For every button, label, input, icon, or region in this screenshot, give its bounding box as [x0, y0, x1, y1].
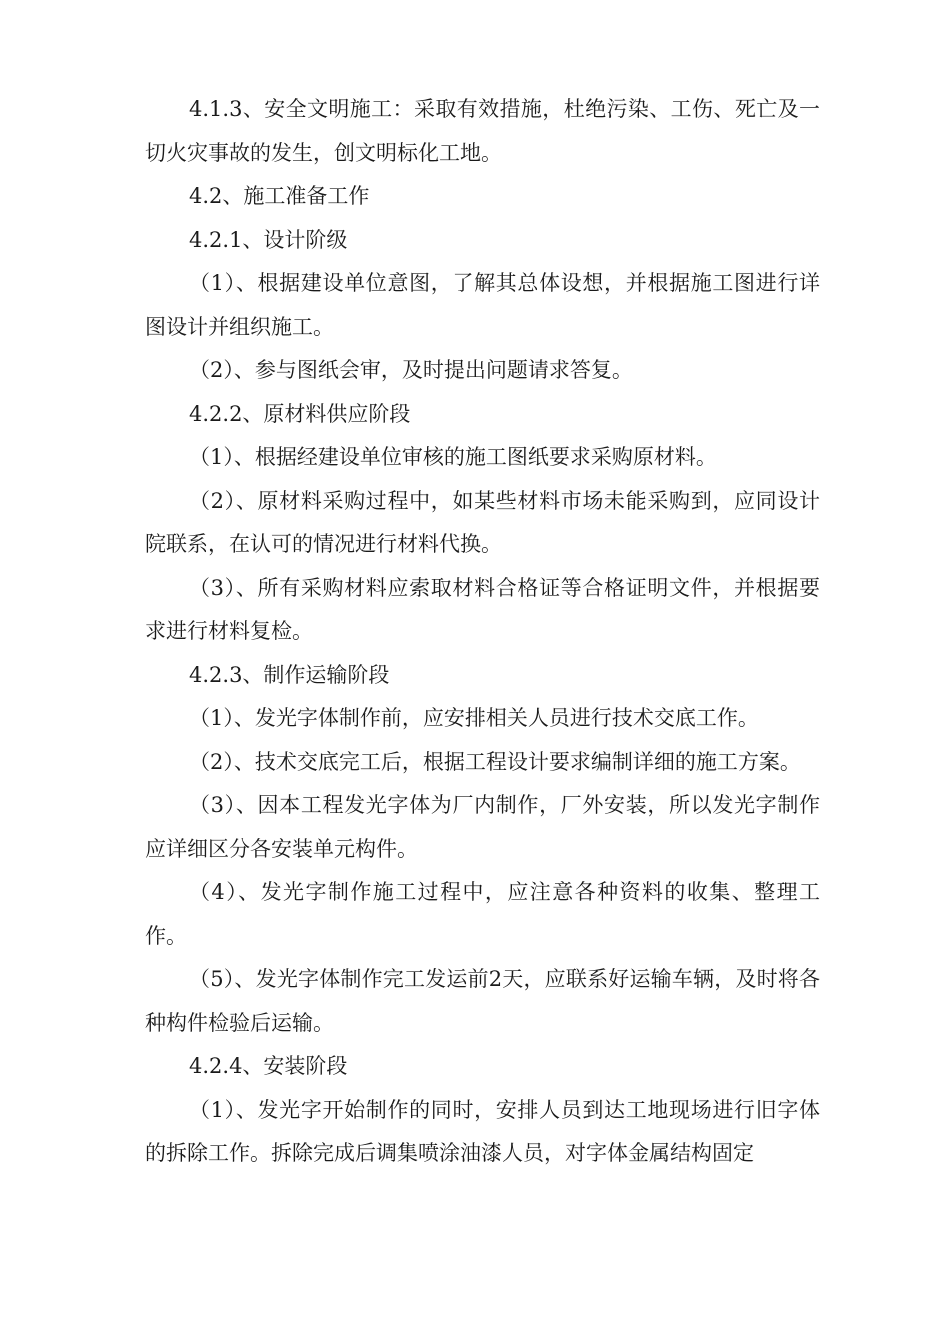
heading-4-2-3: 4.2.3、制作运输阶段: [189, 662, 390, 687]
list-item: （1）、发光字体制作前，应安排相关人员进行技术交底工作。: [189, 706, 759, 730]
heading-4-2-2: 4.2.2、原材料供应阶段: [189, 401, 411, 426]
heading-4-2-4: 4.2.4、安装阶段: [189, 1054, 348, 1078]
list-item: （4）、发光字制作施工过程中，应注意各种资料的收集、整理工作。: [145, 880, 820, 948]
list-item: （2）、原材料采购过程中，如某些材料市场未能采购到，应同设计院联系，在认可的情况进行材料代换。: [145, 488, 820, 556]
list-item: （1）、根据建设单位意图，了解其总体设想，并根据施工图进行详图设计并组织施工。: [145, 271, 820, 339]
list-item: （5）、发光字体制作完工发运前2天，应联系好运输车辆，及时将各种构件检验后运输。: [145, 967, 820, 1035]
heading-4-2: 4.2、施工准备工作: [189, 184, 370, 208]
list-item: （1）、根据经建设单位审核的施工图纸要求采购原材料。: [189, 445, 717, 469]
list-item: （2）、参与图纸会审，及时提出问题请求答复。: [189, 358, 633, 382]
paragraph-4-1-3: 4.1.3、安全文明施工：采取有效措施，杜绝污染、工伤、死亡及一切火灾事故的发生，创文明标化工地。: [145, 97, 820, 165]
list-item: （2）、技术交底完工后，根据工程设计要求编制详细的施工方案。: [189, 749, 801, 774]
document-body: [145, 88, 820, 1176]
list-item: （1）、发光字开始制作的同时，安排人员到达工地现场进行旧字体的拆除工作。拆除完成后调集喷涂油漆人员，对字体金属结构固定: [145, 1097, 820, 1165]
list-item: （3）、因本工程发光字体为厂内制作，厂外安装，所以发光字制作应详细区分各安装单元构件。: [145, 793, 820, 861]
heading-4-2-1: 4.2.1、设计阶级: [189, 227, 348, 252]
list-item: （3）、所有采购材料应索取材料合格证等合格证明文件，并根据要求进行材料复检。: [145, 575, 820, 643]
